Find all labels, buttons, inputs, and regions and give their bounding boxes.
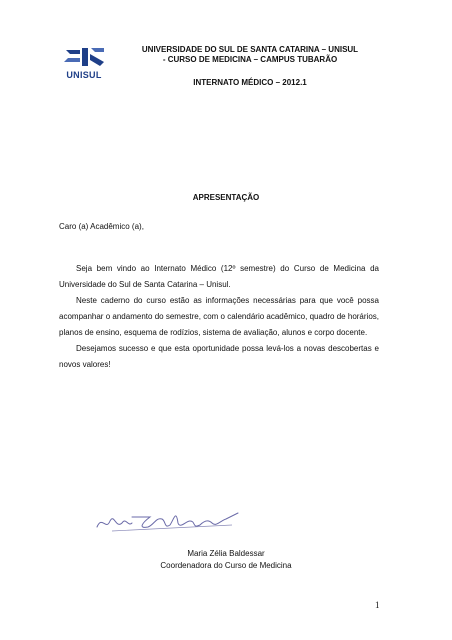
paragraph-contents: Neste caderno do curso estão as informações necessárias para que você possa acompanhar o andamento do semestre, com o calendário acadêmico, quadro de horários, planos de ensino, esquema de rodízios, sistema de avaliação, alunos e corpo docente. (59, 296, 379, 337)
page-number: 1 (375, 600, 380, 610)
paragraph-wishes: Desejamos sucesso e que esta oportunidade possa levá-los a novas descobertas e novos valores! (59, 344, 379, 369)
paragraph-welcome: Seja bem vindo ao Internato Médico (12º semestre) do Curso de Medicina da Universidade do Sul de Santa Catarina – Unisul. (59, 264, 379, 289)
section-title: APRESENTAÇÃO (192, 193, 260, 202)
course-campus: - CURSO DE MEDICINA – CAMPUS TUBARÃO (162, 55, 338, 64)
internship-title: INTERNATO MÉDICO – 2012.1 (193, 78, 307, 87)
greeting: Caro (a) Acadêmico (a), (59, 222, 144, 231)
signatory-name: Maria Zélia Baldessar (187, 549, 265, 558)
signatory-role: Coordenadora do Curso de Medicina (160, 561, 292, 570)
university-name: UNIVERSIDADE DO SUL DE SANTA CATARINA – UNISUL (141, 45, 359, 54)
handwritten-signature (92, 503, 242, 535)
logo-wordmark: UNISUL (66, 70, 102, 80)
